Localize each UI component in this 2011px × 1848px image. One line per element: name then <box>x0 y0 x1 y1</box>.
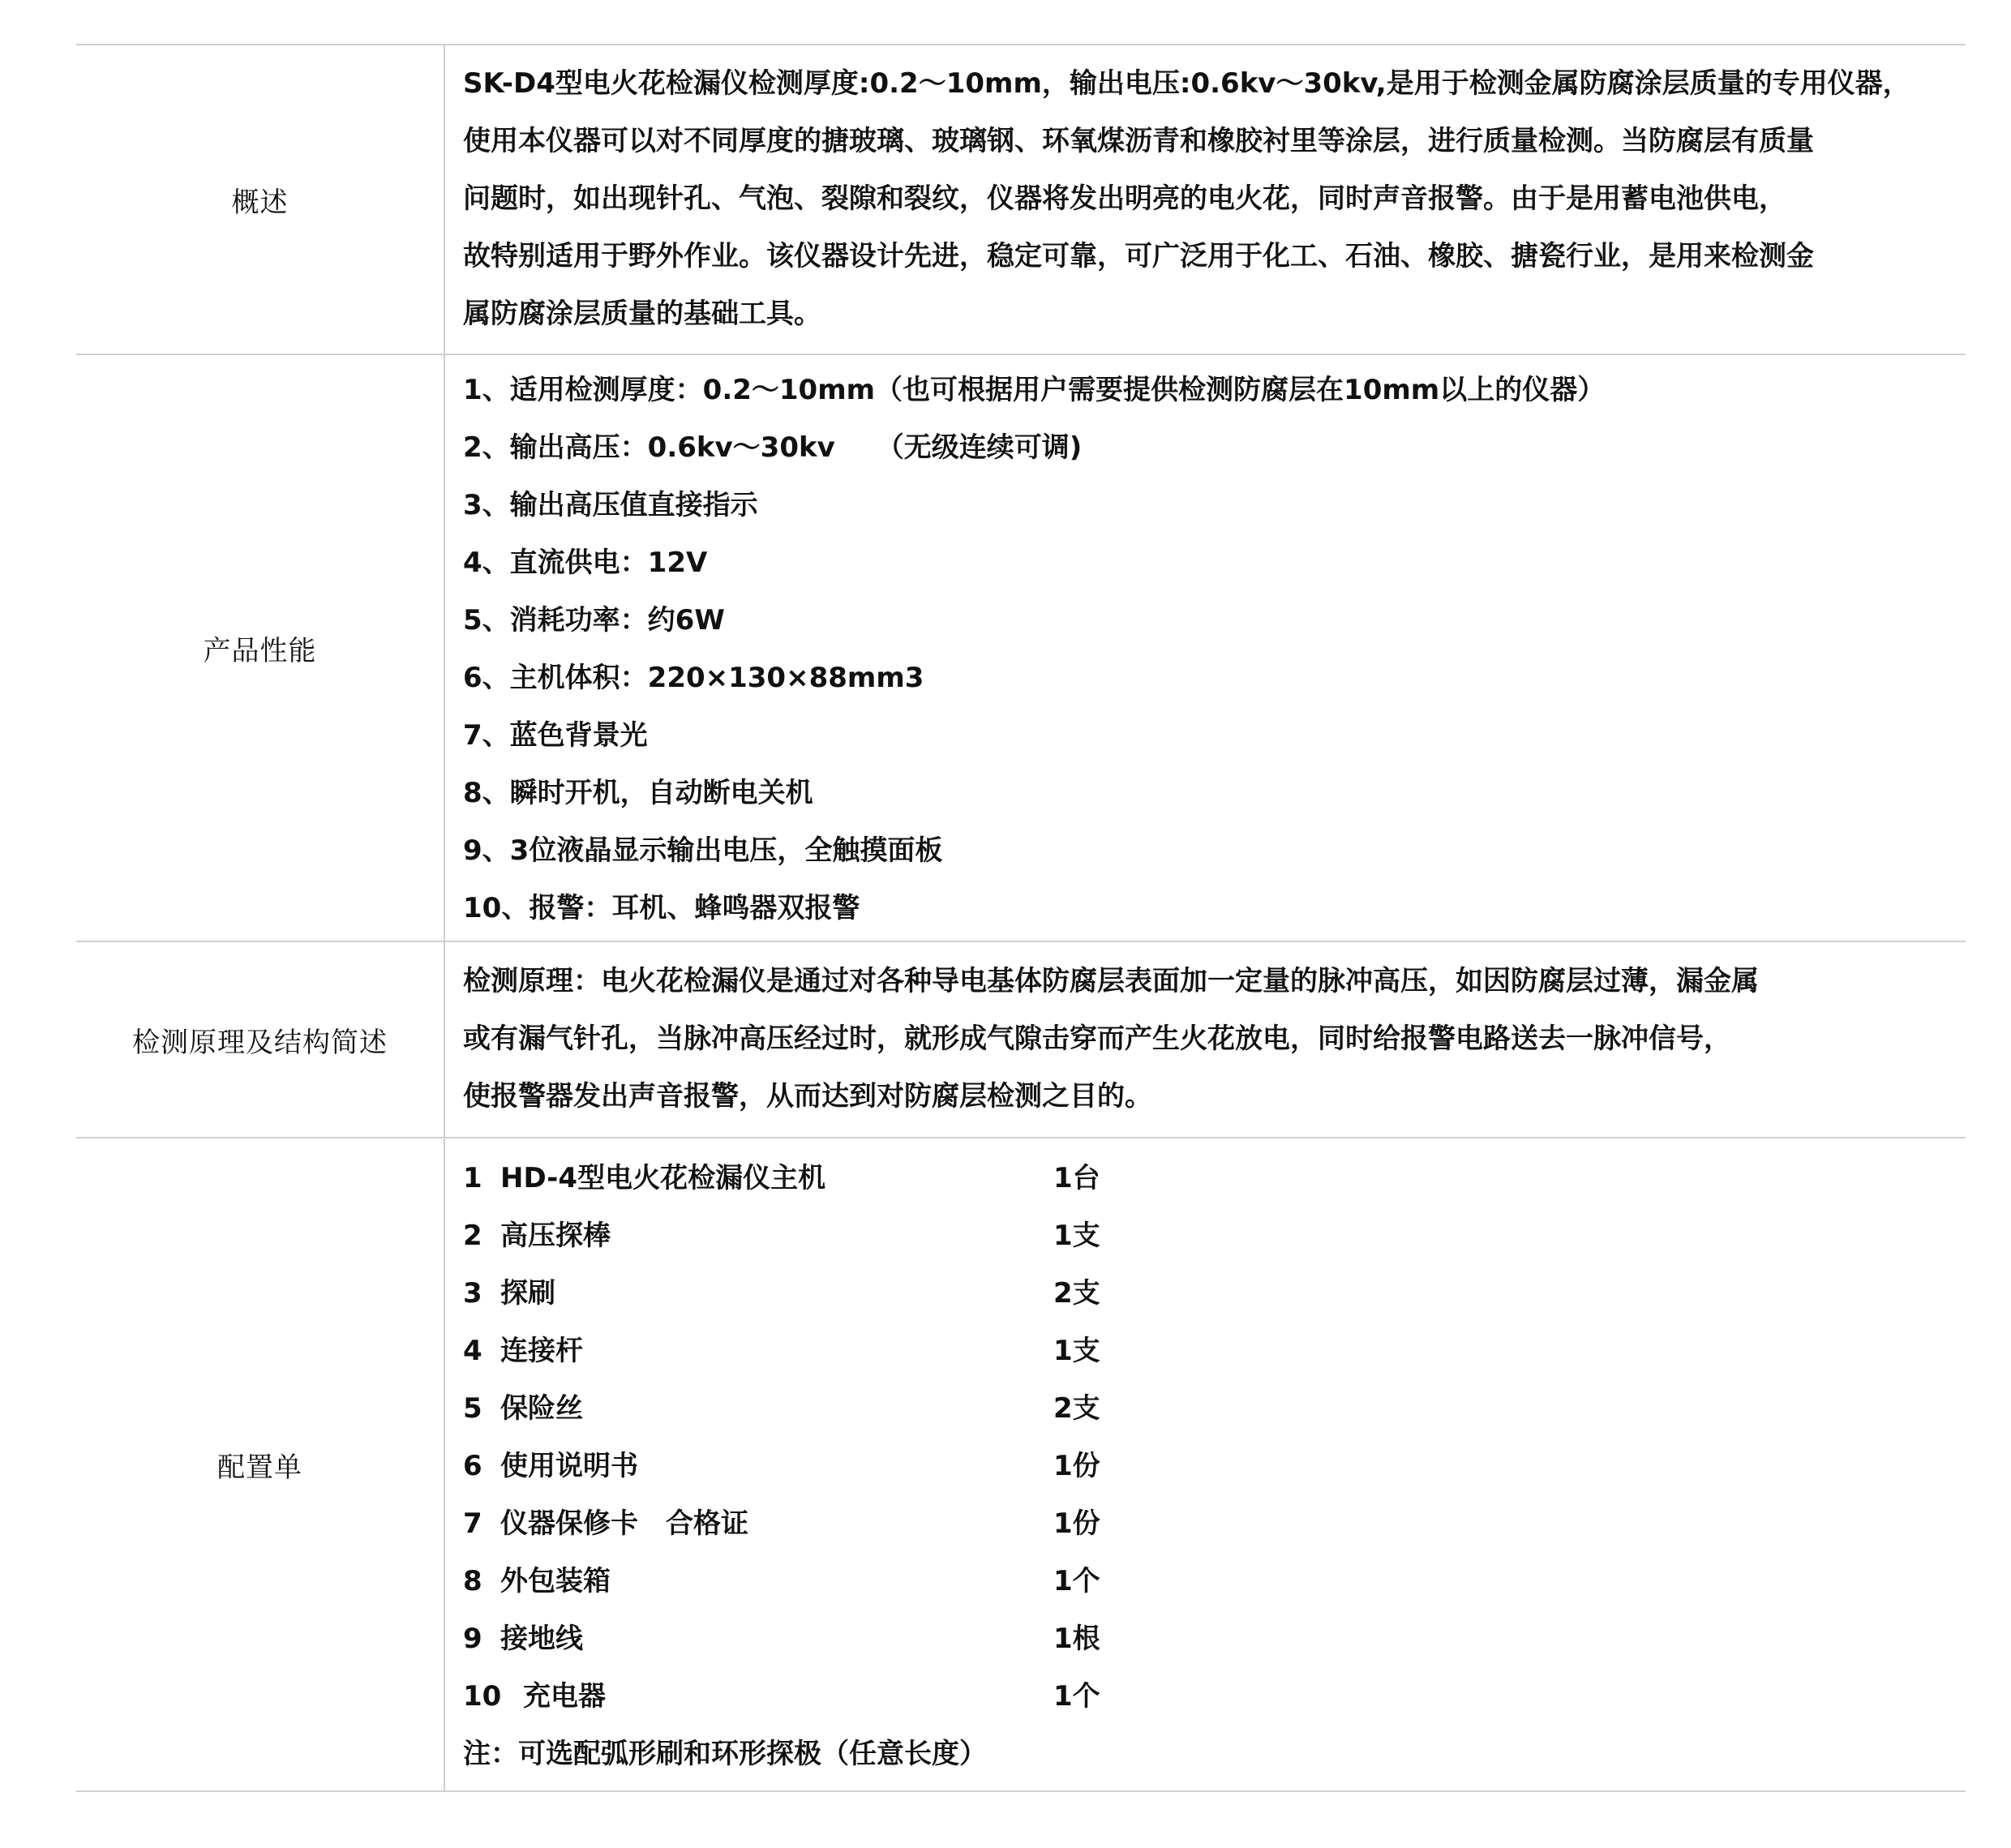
performance-item: 4、直流供电：12V <box>463 547 708 579</box>
config-note: 注：可选配弧形刷和环形探极（任意长度） <box>463 1738 987 1770</box>
principle-label: 检测原理及结构简述 <box>76 942 445 1137</box>
config-item-quantity: 2支 <box>1053 1392 1100 1425</box>
config-item-number: 6 <box>463 1450 482 1482</box>
performance-item: 5、消耗功率：约6W <box>463 604 725 637</box>
principle-line: 使报警器发出声音报警，从而达到对防腐层检测之目的。 <box>463 1080 1152 1113</box>
config-label: 配置单 <box>76 1138 445 1790</box>
overview-line: 使用本仪器可以对不同厚度的搪玻璃、玻璃钢、环氧煤沥青和橡胶衬里等涂层，进行质量检测。当防腐层有质量 <box>463 125 1814 157</box>
config-item <box>463 1553 1948 1610</box>
performance-item: 8、瞬时开机，自动断电关机 <box>463 777 813 809</box>
config-item-number: 5 <box>463 1392 482 1425</box>
config-item-number: 3 <box>463 1277 482 1310</box>
performance-item: 1、适用检测厚度：0.2～10mm（也可根据用户需要提供检测防腐层在10mm以上的仪器） <box>463 374 1606 406</box>
config-item-quantity: 1根 <box>1053 1623 1100 1655</box>
principle-line: 检测原理：电火花检漏仪是通过对各种导电基体防腐层表面加一定量的脉冲高压，如因防腐层过薄，漏金属 <box>463 965 1759 997</box>
config-item-name: 充电器 <box>523 1680 606 1713</box>
config-item <box>463 1265 1948 1323</box>
config-item-quantity: 1台 <box>1053 1162 1100 1194</box>
performance-item: 10、报警：耳机、蜂鸣器双报警 <box>463 892 860 924</box>
config-content <box>445 1138 1966 1790</box>
config-item-name: 外包装箱 <box>500 1565 611 1597</box>
config-item-name: HD-4型电火花检漏仪主机 <box>500 1162 826 1194</box>
config-item-name: 保险丝 <box>500 1392 583 1425</box>
config-item-quantity: 1份 <box>1053 1507 1100 1540</box>
performance-row <box>76 355 1966 942</box>
performance-content <box>445 355 1966 941</box>
config-item <box>463 1207 1948 1265</box>
config-item-quantity: 1支 <box>1053 1220 1100 1252</box>
principle-row <box>76 942 1966 1138</box>
config-item <box>463 1610 1948 1668</box>
config-item-number: 4 <box>463 1335 482 1367</box>
config-item-quantity: 2支 <box>1053 1277 1100 1310</box>
performance-item: 7、蓝色背景光 <box>463 719 648 752</box>
config-item-name: 仪器保修卡 合格证 <box>500 1507 748 1540</box>
overview-line: 属防腐涂层质量的基础工具。 <box>463 298 821 330</box>
config-item-quantity: 1支 <box>1053 1335 1100 1367</box>
config-item <box>463 1380 1948 1438</box>
config-item-number: 10 <box>463 1680 502 1713</box>
config-item-number: 2 <box>463 1220 482 1252</box>
config-item-number: 7 <box>463 1507 482 1540</box>
config-item-name: 探刷 <box>500 1277 555 1310</box>
config-item-name: 高压探棒 <box>500 1220 611 1252</box>
spec-table <box>76 44 1966 1792</box>
config-item-name: 使用说明书 <box>500 1450 638 1482</box>
performance-item: 6、主机体积：220×130×88mm3 <box>463 662 924 694</box>
principle-line: 或有漏气针孔，当脉冲高压经过时，就形成气隙击穿而产生火花放电，同时给报警电路送去一脉冲信号， <box>463 1023 1731 1055</box>
overview-row <box>76 45 1966 355</box>
overview-line: SK-D4型电火花检漏仪检测厚度:0.2～10mm，输出电压:0.6kv～30kv,是用于检测金属防腐涂层质量的专用仪器， <box>463 67 1910 100</box>
principle-content <box>445 942 1966 1137</box>
config-item <box>463 1495 1948 1553</box>
overview-line: 问题时，如出现针孔、气泡、裂隙和裂纹，仪器将发出明亮的电火花，同时声音报警。由于是用蓄电池供电， <box>463 182 1786 215</box>
config-item-name: 接地线 <box>500 1623 583 1655</box>
config-item-quantity: 1个 <box>1053 1680 1100 1713</box>
config-item-quantity: 1个 <box>1053 1565 1100 1597</box>
config-item-name: 连接杆 <box>500 1335 583 1367</box>
overview-content <box>445 45 1966 354</box>
config-item <box>463 1323 1948 1380</box>
performance-label: 产品性能 <box>76 355 445 941</box>
config-item-number: 8 <box>463 1565 482 1597</box>
config-item <box>463 1668 1948 1726</box>
config-item-quantity: 1份 <box>1053 1450 1100 1482</box>
config-item-number: 1 <box>463 1162 482 1194</box>
performance-item: 2、输出高压：0.6kv～30kv （无级连续可调) <box>463 431 1083 464</box>
overview-label: 概述 <box>76 45 445 354</box>
performance-item: 3、输出高压值直接指示 <box>463 489 758 521</box>
config-item-number: 9 <box>463 1623 482 1655</box>
overview-line: 故特别适用于野外作业。该仪器设计先进，稳定可靠，可广泛用于化工、石油、橡胶、搪瓷行业，是用来检测金 <box>463 240 1814 272</box>
config-item <box>463 1150 1948 1207</box>
performance-item: 9、3位液晶显示输出电压，全触摸面板 <box>463 834 943 867</box>
config-row <box>76 1138 1966 1792</box>
config-item <box>463 1438 1948 1495</box>
